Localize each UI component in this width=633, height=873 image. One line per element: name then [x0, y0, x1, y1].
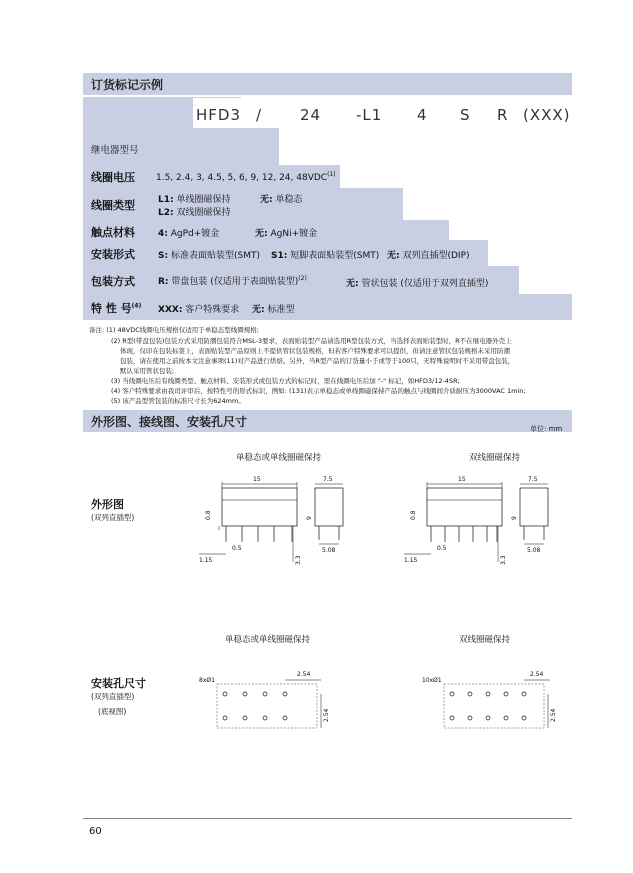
page-number: 60 — [89, 826, 102, 837]
dim-length-r: 15 — [458, 476, 466, 483]
outline-sub: (双列直插型) — [91, 513, 135, 522]
caption-bottom-left: 单稳态或单线圈磁保持 — [225, 635, 311, 645]
dim-h9-r: 9 — [511, 516, 518, 520]
mount-drawing-left — [195, 662, 335, 742]
coil-voltage-values: 1.5, 2.4, 3, 4.5, 5, 6, 9, 12, 24, 48VDC$^{(1)}$ — [156, 171, 336, 183]
caption-top-left: 单稳态或单线圈磁保持 — [236, 453, 322, 463]
mount-label: 安装孔尺寸 — [91, 677, 146, 690]
note-5: (5) 该产品型管包装的标准尺寸长为624mm。 — [111, 397, 245, 405]
caption-bottom-right: 双线圈磁保持 — [459, 635, 511, 645]
dim-pitch-r: 5.08 — [527, 547, 541, 554]
feature-standard: 无: 标准型 — [252, 305, 295, 315]
code-series: HFD3 — [196, 106, 242, 124]
mount-row-left: 2.54 — [323, 708, 330, 722]
code-mount: S — [460, 106, 471, 124]
outline-label: 外形图 — [91, 498, 124, 511]
row-label-model: 继电器型号 — [91, 145, 139, 156]
caption-top-right: 双线圈磁保持 — [469, 453, 521, 463]
note-2c: 包装，请在使用之前按本文注意事项(11)对产品进行烘焙。另外，当R型产品的订货量小于或等于100只，无特殊说明时不采用带盘包装， — [120, 357, 515, 365]
pack-tube: 无: 管状包装 (仅适用于双列直插型) — [346, 279, 489, 289]
footer-rule — [83, 818, 572, 819]
ordering-section-header — [83, 73, 572, 95]
code-coil-type: -L1 — [356, 106, 383, 124]
mount-sub-2: (底视图) — [98, 707, 127, 716]
mount-smt-short: S1: 短脚表面贴装型(SMT) — [271, 251, 380, 261]
dim-h9: 9 — [306, 516, 313, 520]
coil-type-l1: L1: 单线圈磁保持 — [158, 195, 231, 205]
feature-custom: XXX: 客户特殊要求 — [158, 305, 240, 315]
mount-drawing-right — [418, 662, 558, 742]
code-contact: 4 — [417, 106, 428, 124]
dim-width: 7.5 — [323, 476, 333, 483]
outline-drawing-left — [195, 470, 365, 570]
note-3: (3) 当线圈电压后有线圈类型、触点材料、安装形式或包装方式的标记时，需在线圈电压后加 "-" 标记，如HFD3/12-4SR; — [111, 377, 460, 385]
row-label-coil-type: 线圈类型 — [91, 199, 135, 212]
note-2d: 默认采用管状包装; — [120, 367, 175, 375]
mount-dip: 无: 双列直插型(DIP) — [387, 251, 470, 261]
dim-h33-r: 3.3 — [500, 555, 507, 565]
contact-ag-pd: 4: AgPd+镀金 — [158, 229, 220, 239]
outline-drawing-right — [400, 470, 570, 570]
pack-reel: R: 带盘包装 (仅适用于表面贴装型)$^{(2)}$ — [158, 275, 307, 287]
drawings-title: 外形图、接线图、安装孔尺寸 — [91, 415, 248, 429]
code-feature: (XXX) — [523, 106, 571, 124]
dim-h08: 0.8 — [205, 510, 212, 520]
mount-pitch-left: 2.54 — [297, 671, 311, 678]
coil-type-none: 无: 单稳态 — [260, 195, 303, 205]
ordering-title: 订货标记示例 — [91, 78, 164, 92]
note-2b: 体现，仅印在包装标签上，表面贴装型产品原则上不提供管状包装规格，但若客户特殊要求可以提供，但请注意管状包装规格未采用防潮 — [120, 347, 510, 355]
coil-type-l2: L2: 双线圈磁保持 — [158, 208, 231, 218]
dim-pitch: 5.08 — [322, 547, 336, 554]
dim-pin-r: 0.5 — [437, 545, 447, 552]
holes-right-count: 10xØ1 — [422, 677, 442, 684]
dim-pin: 0.5 — [232, 545, 242, 552]
note-1: 备注: (1) 48VDC线圈电压规格仅适用于单稳态型线圈规格; — [89, 326, 259, 334]
dim-offset-r: 1.15 — [404, 557, 418, 564]
mount-smt: S: 标准表面贴装型(SMT) — [158, 251, 260, 261]
row-label-mount: 安装形式 — [91, 248, 135, 261]
dim-width-r: 7.5 — [528, 476, 538, 483]
mount-sub-1: (双列直插型) — [91, 692, 135, 701]
row-label-pack: 包装方式 — [91, 275, 135, 288]
row-label-contact: 触点材料 — [91, 226, 135, 239]
contact-ag-ni: 无: AgNi+镀金 — [255, 229, 318, 239]
dim-offset: 1.15 — [199, 557, 213, 564]
unit-label: 单位: mm — [530, 425, 563, 433]
holes-left-count: 8xØ1 — [199, 677, 215, 684]
dim-length: 15 — [253, 476, 261, 483]
mount-row-right: 2.54 — [550, 708, 557, 722]
dim-h33: 3.3 — [295, 555, 302, 565]
code-slash: / — [256, 106, 263, 124]
drawings-section-header — [83, 410, 572, 432]
code-pack: R — [497, 106, 509, 124]
row-label-coil-voltage: 线圈电压 — [91, 171, 135, 184]
note-2: (2) R型(带盘包装)包装方式采用防潮包装符合MSL-3要求，表面贴装型产品请选用R型包装方式，当选择表面贴装型时，R不在继电器外壳上 — [111, 337, 512, 345]
code-voltage: 24 — [300, 106, 322, 124]
mount-pitch-right: 2.54 — [530, 671, 544, 678]
dim-h08-r: 0.8 — [410, 510, 417, 520]
band-feature — [83, 294, 572, 320]
note-4: (4) 客户特殊要求由我司评审后，按特性号的形式标识，例如: (131)表示单稳态或单线圈磁保持产品的触点与线圈间介质耐压为3000VAC 1min; — [111, 387, 526, 395]
row-label-feature: 特 性 号$^{(4)}$ — [91, 302, 142, 315]
